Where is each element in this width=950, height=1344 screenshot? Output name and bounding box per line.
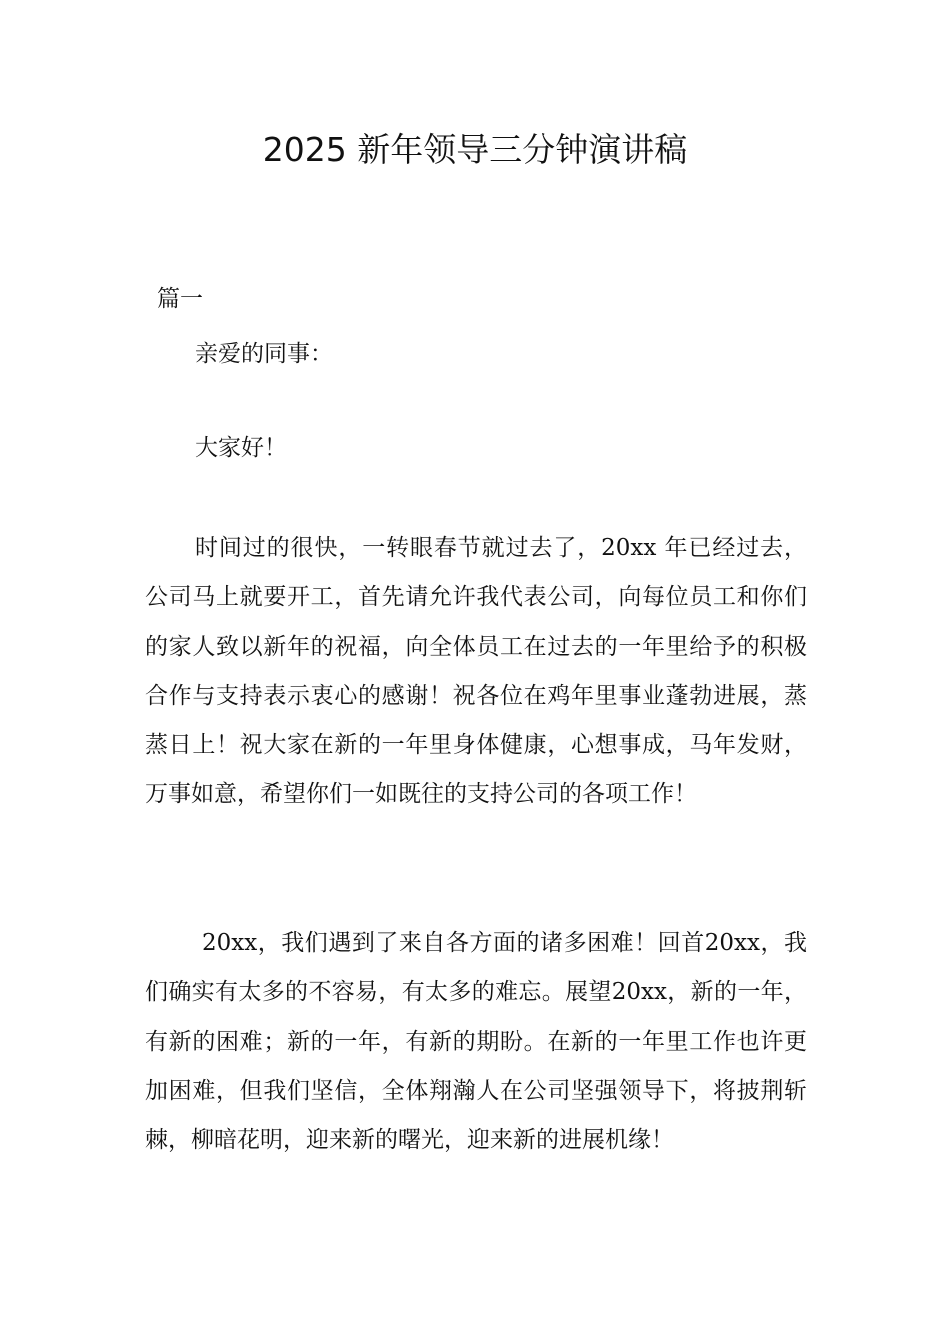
- section-label: 篇一: [157, 286, 203, 312]
- greeting-line: 亲爱的同事：: [195, 341, 333, 367]
- document-title: 2025 新年领导三分钟演讲稿: [262, 130, 688, 169]
- body-paragraph-2: 20xx，我们遇到了来自各方面的诸多困难！回首20xx，我们确实有太多的不容易，有太多的难忘。展望20xx，新的一年，有新的困难；新的一年，有新的期盼。在新的一年里工作也许更加困难，但我们坚信，全体翔瀚人在公司坚强领导下，将披荆斩棘，柳暗花明，迎来新的曙光，迎来新的进展机缘！: [145, 930, 807, 1154]
- hello-line: 大家好！: [195, 435, 287, 461]
- body-paragraph-1: 时间过的很快，一转眼春节就过去了，20xx 年已经过去，公司马上就要开工，首先请允许我代表公司，向每位员工和你们的家人致以新年的祝福，向全体员工在过去的一年里给予的积极合作与支持表示衷心的感谢！祝各位在鸡年里事业蓬勃进展，蒸蒸日上！祝大家在新的一年里身体健康，心想事成，马年发财，万事如意，希望你们一如既往的支持公司的各项工作！: [145, 535, 807, 808]
